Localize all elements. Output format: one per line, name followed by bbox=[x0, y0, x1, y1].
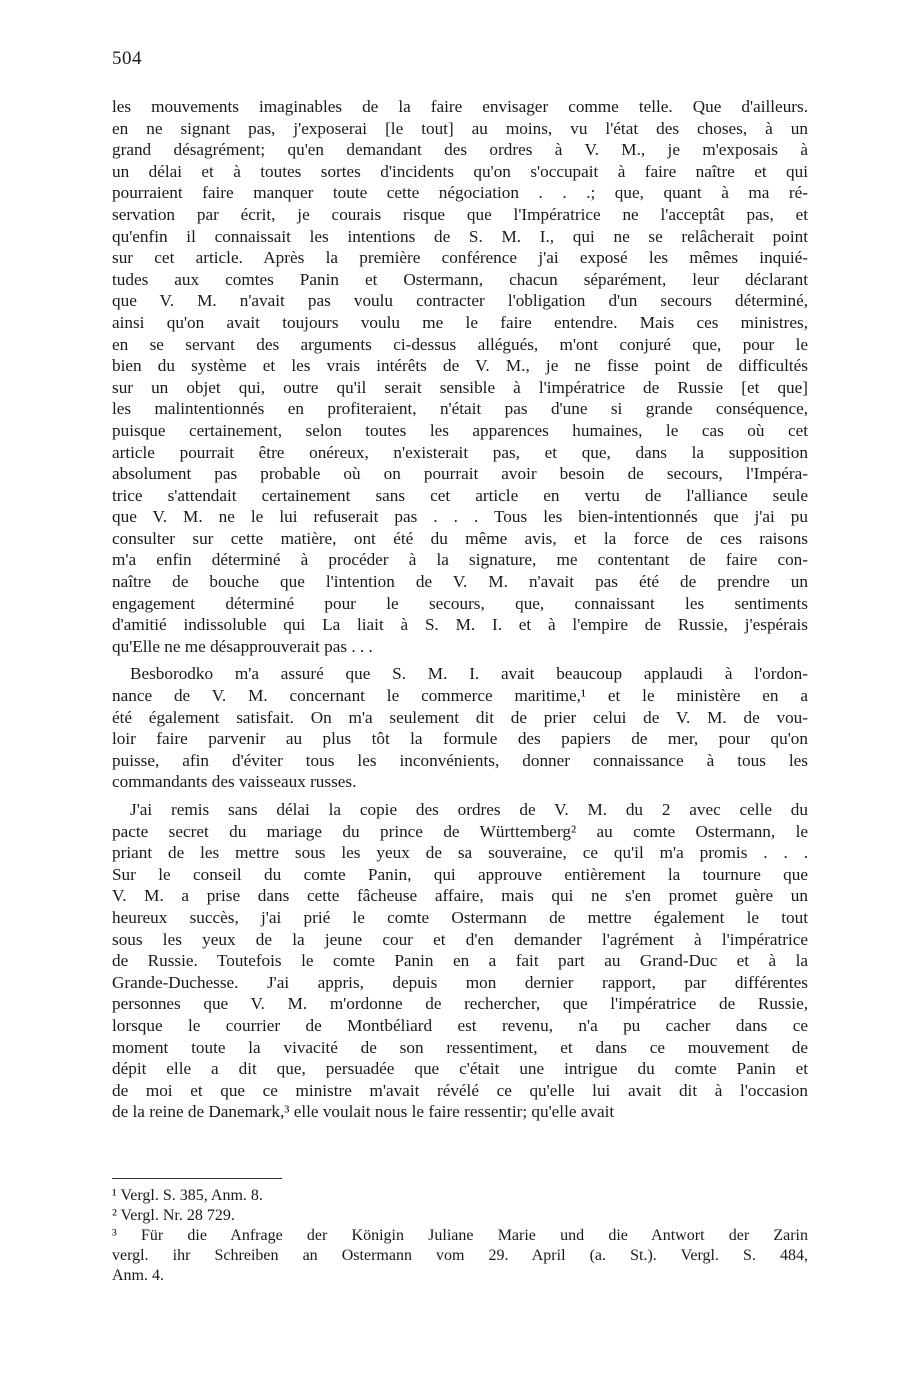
text-line: lorsque le courrier de Montbéliard est revenu, n'a pu cacher dans ce bbox=[112, 1015, 808, 1035]
text-line: un délai et à toutes sortes d'incidents qu'on s'occupait à faire naître et qui bbox=[112, 161, 808, 181]
text-line: J'ai remis sans délai la copie des ordres de V. M. du 2 avec celle du bbox=[130, 800, 808, 819]
text-line: de Russie. Toutefois le comte Panin en a fait part au Grand-Duc et à la bbox=[112, 951, 808, 971]
paragraph bbox=[112, 799, 808, 1123]
paragraph bbox=[112, 96, 808, 657]
text-line: sur cet article. Après la première conférence j'ai exposé les mêmes inquié- bbox=[112, 248, 808, 268]
text-line: de moi et que ce ministre m'avait révélé ce qu'elle lui avait dit à l'occasion bbox=[112, 1080, 808, 1100]
text-line: puisse, afin d'éviter tous les inconvénients, donner connaissance à tous les bbox=[112, 750, 808, 770]
text-line: en ne signant pas, j'exposerai [le tout] au moins, vu l'état des choses, à un bbox=[112, 118, 808, 138]
text-line: ainsi qu'on avait toujours voulu me le faire entendre. Mais ces ministres, bbox=[112, 312, 808, 332]
text-line: article pourrait être onéreux, n'existerait pas, et que, dans la supposition bbox=[112, 442, 808, 462]
footnote-divider bbox=[112, 1178, 282, 1179]
text-line: naître de bouche que l'intention de V. M. n'avait pas été de prendre un bbox=[112, 572, 808, 592]
text-line: moment toute la vivacité de son ressentiment, et dans ce mouvement de bbox=[112, 1037, 808, 1057]
footnote bbox=[112, 1206, 808, 1226]
text-line: Sur le conseil du comte Panin, qui approuve entièrement la tournure que bbox=[112, 864, 808, 884]
text-line: qu'enfin il connaissait les intentions de S. M. I., qui ne se relâcherait point bbox=[112, 226, 808, 246]
text-line: pourraient faire manquer toute cette négociation . . .; que, quant à ma ré- bbox=[112, 183, 808, 203]
text-line: que V. M. ne le lui refuserait pas . . . Tous les bien-intentionnés que j'ai pu bbox=[112, 507, 808, 527]
text-line: dépit elle a dit que, persuadée que c'était une intrigue du comte Panin et bbox=[112, 1059, 808, 1079]
text-line: personnes que V. M. m'ordonne de rechercher, que l'impératrice de Russie, bbox=[112, 994, 808, 1014]
footnote-line: Anm. 4. bbox=[112, 1267, 164, 1284]
text-line: commandants des vaisseaux russes. bbox=[112, 772, 357, 792]
text-line: été également satisfait. On m'a seulement dit de prier celui de V. M. de vou- bbox=[112, 707, 808, 727]
text-line: V. M. a prise dans cette fâcheuse affaire, mais qui ne s'en promet guère un bbox=[112, 886, 808, 906]
text-line: Grande-Duchesse. J'ai appris, depuis mon dernier rapport, par différentes bbox=[112, 972, 808, 992]
text-line: pacte secret du mariage du prince de Württemberg² au comte Ostermann, le bbox=[112, 821, 808, 841]
footnote bbox=[112, 1186, 808, 1206]
text-line: heureux succès, j'ai prié le comte Ostermann de mettre également le tout bbox=[112, 907, 808, 927]
footnote-line: ³ Für die Anfrage der Königin Juliane Marie und die Antwort der Zarin bbox=[112, 1227, 808, 1244]
text-line: priant de les mettre sous les yeux de sa souveraine, ce qu'il m'a promis . . . bbox=[112, 843, 808, 863]
text-line: en se servant des arguments ci-dessus allégués, m'ont conjuré que, pour le bbox=[112, 334, 808, 354]
text-line: les mouvements imaginables de la faire envisager comme telle. Que d'ailleurs. bbox=[112, 97, 808, 116]
text-line: sur un objet qui, outre qu'il serait sensible à l'impératrice de Russie [et que] bbox=[112, 377, 808, 397]
footnote-line: ² Vergl. Nr. 28 729. bbox=[112, 1207, 235, 1224]
page-number: 504 bbox=[112, 48, 142, 69]
text-line: de la reine de Danemark,³ elle voulait nous le faire ressentir; qu'elle avait bbox=[112, 1102, 615, 1122]
text-line: absolument pas probable où on pourrait avoir besoin de secours, l'Impéra- bbox=[112, 464, 808, 484]
text-line: tudes aux comtes Panin et Ostermann, chacun séparément, leur déclarant bbox=[112, 269, 808, 289]
text-line: grand désagrément; qu'en demandant des ordres à V. M., je m'exposais à bbox=[112, 140, 808, 160]
text-line: que V. M. n'avait pas voulu contracter l'obligation d'un secours déterminé, bbox=[112, 291, 808, 311]
text-line: m'a enfin déterminé à procéder à la signature, me contentant de faire con- bbox=[112, 550, 808, 570]
text-line: sous les yeux de la jeune cour et d'en demander l'agrément à l'impératrice bbox=[112, 929, 808, 949]
text-line: engagement déterminé pour le secours, que, connaissant les sentiments bbox=[112, 593, 808, 613]
text-line: qu'Elle ne me désapprouverait pas . . . bbox=[112, 636, 373, 656]
footnotes bbox=[112, 1186, 808, 1286]
text-line: d'amitié indissoluble qui La liait à S. M. I. et à l'empire de Russie, j'espérais bbox=[112, 615, 808, 635]
body-text bbox=[112, 96, 808, 1123]
text-line: consulter sur cette matière, ont été du même avis, et la force de ces raisons bbox=[112, 528, 808, 548]
text-line: puisque certainement, selon toutes les apparences humaines, le cas où cet bbox=[112, 420, 808, 440]
paragraph bbox=[112, 663, 808, 793]
footnote bbox=[112, 1226, 808, 1286]
footnote-line: ¹ Vergl. S. 385, Anm. 8. bbox=[112, 1187, 263, 1204]
text-line: les malintentionnés en profiteraient, n'était pas d'une si grande conséquence, bbox=[112, 399, 808, 419]
footnote-line: vergl. ihr Schreiben an Ostermann vom 29. April (a. St.). Vergl. S. 484, bbox=[112, 1247, 808, 1264]
text-line: bien du système et les vrais intérêts de V. M., je ne fisse point de difficultés bbox=[112, 356, 808, 376]
text-line: servation par écrit, je courais risque que l'Impératrice ne l'acceptât pas, et bbox=[112, 204, 808, 224]
text-line: Besborodko m'a assuré que S. M. I. avait beaucoup applaudi à l'ordon- bbox=[130, 664, 808, 684]
text-line: nance de V. M. concernant le commerce maritime,¹ et le ministère en a bbox=[112, 686, 808, 706]
text-line: loir faire parvenir au plus tôt la formule des papiers de mer, pour qu'on bbox=[112, 729, 808, 749]
text-line: trice s'attendait certainement sans cet article en vertu de l'alliance seule bbox=[112, 485, 808, 505]
